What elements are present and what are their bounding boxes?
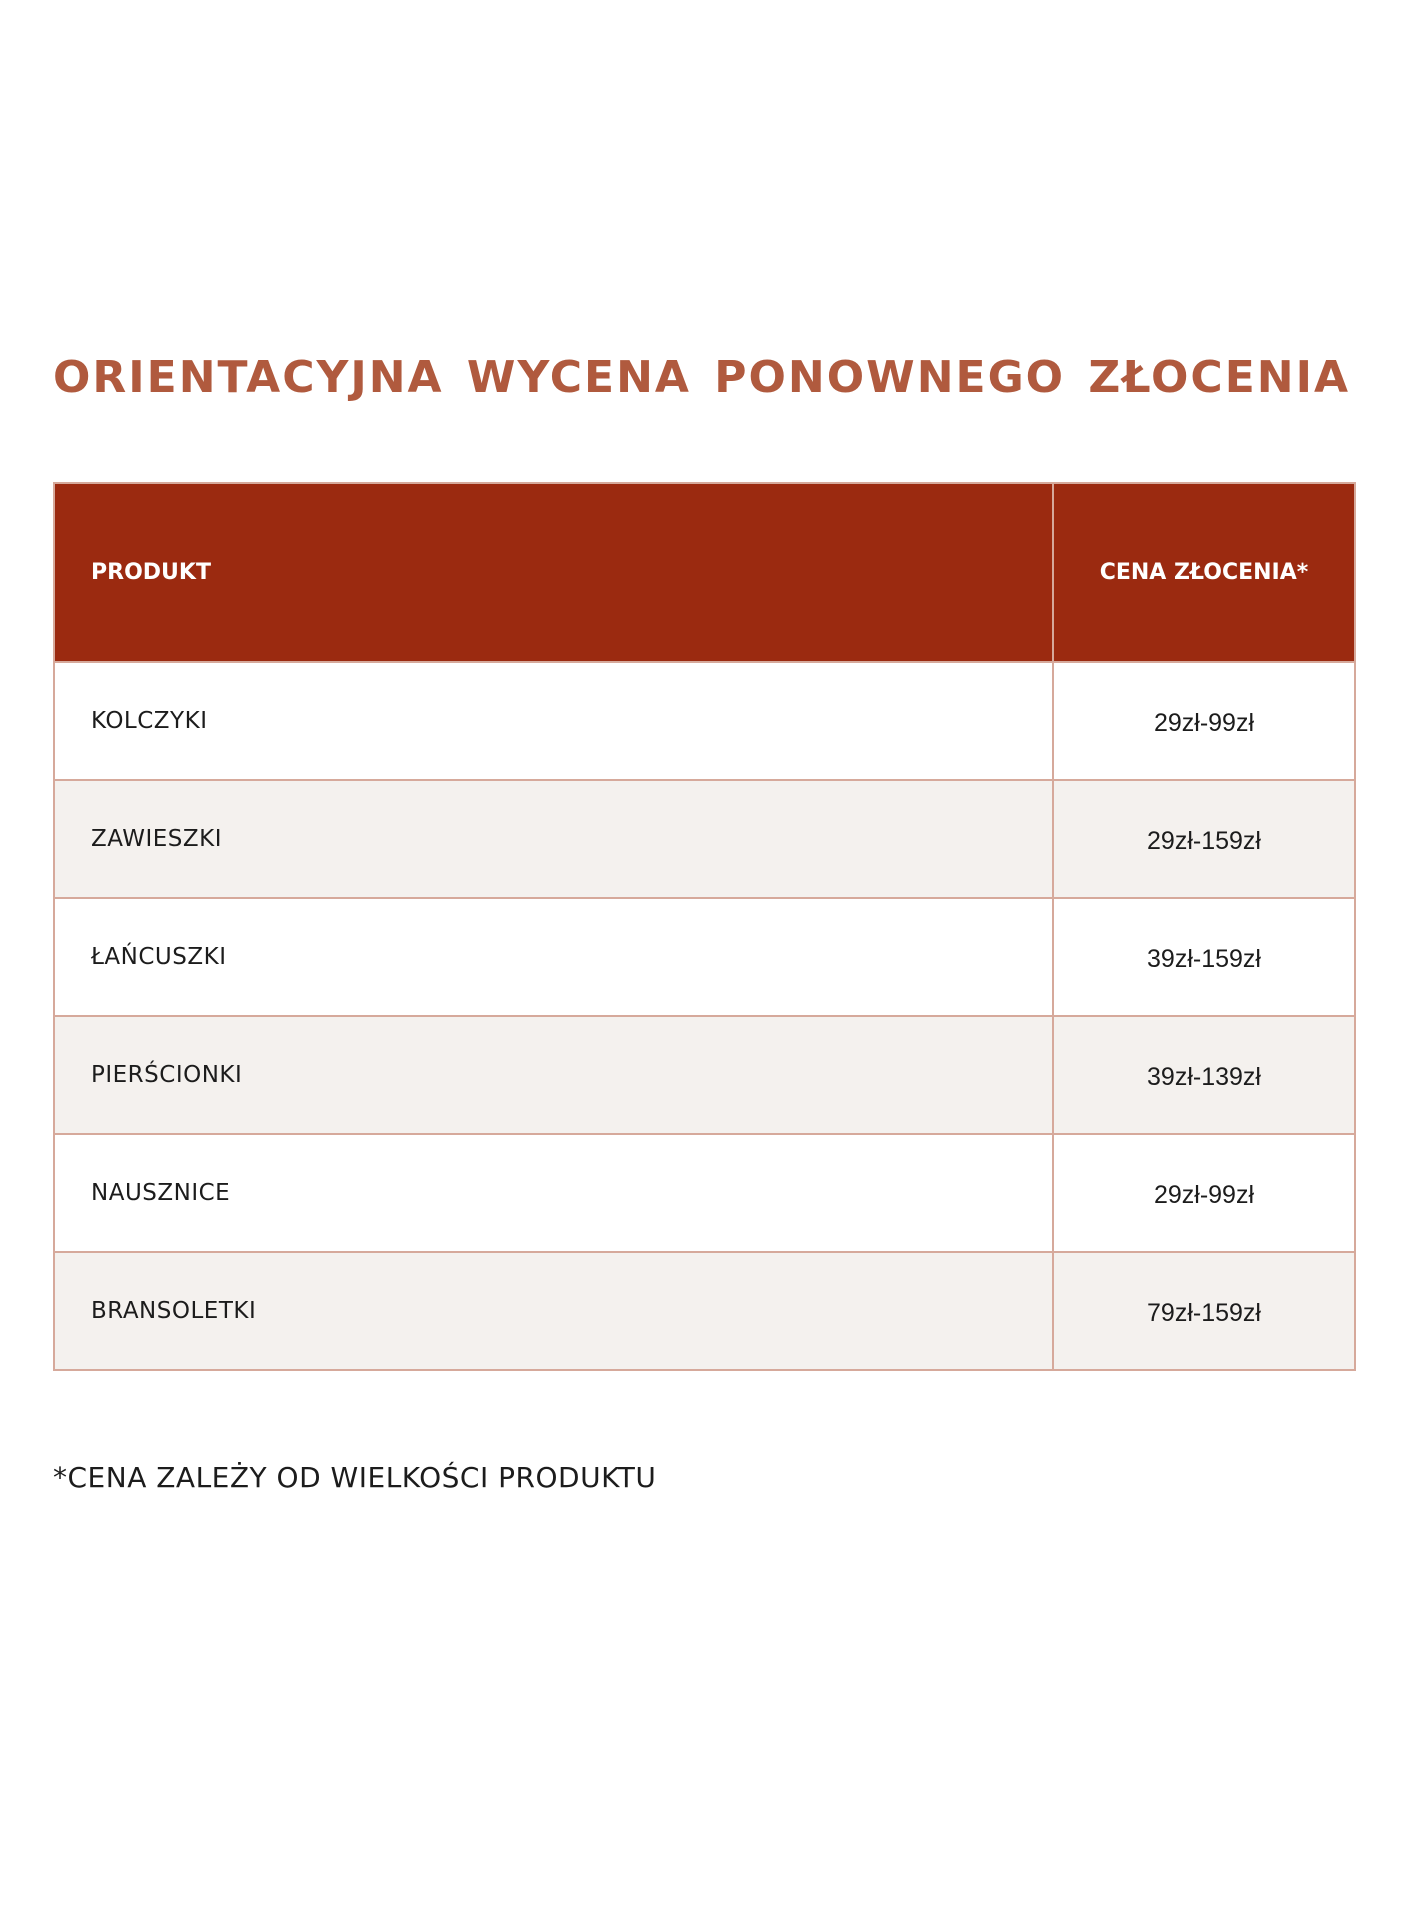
product-cell: NAUSZNICE — [54, 1134, 1053, 1252]
column-header-product: PRODUKT — [54, 483, 1053, 662]
table-row — [54, 1252, 1355, 1370]
product-cell: ŁAŃCUSZKI — [54, 898, 1053, 1016]
price-cell: 39zł-159zł — [1053, 898, 1355, 1016]
table-row — [54, 1134, 1355, 1252]
table-row — [54, 780, 1355, 898]
price-cell: 29zł-99zł — [1053, 1134, 1355, 1252]
table-header-row — [54, 483, 1355, 662]
table-row — [54, 662, 1355, 780]
price-cell: 29zł-159zł — [1053, 780, 1355, 898]
price-cell: 39zł-139zł — [1053, 1016, 1355, 1134]
product-cell: ZAWIESZKI — [54, 780, 1053, 898]
product-cell: PIERŚCIONKI — [54, 1016, 1053, 1134]
page-title: ORIENTACYJNA WYCENA PONOWNEGO ZŁOCENIA — [53, 352, 1350, 403]
product-cell: BRANSOLETKI — [54, 1252, 1053, 1370]
price-cell: 29zł-99zł — [1053, 662, 1355, 780]
column-header-price: CENA ZŁOCENIA* — [1053, 483, 1355, 662]
price-table — [53, 482, 1356, 1371]
table-row — [54, 1016, 1355, 1134]
table-row — [54, 898, 1355, 1016]
price-cell: 79zł-159zł — [1053, 1252, 1355, 1370]
price-footnote: *CENA ZALEŻY OD WIELKOŚCI PRODUKTU — [53, 1461, 657, 1494]
product-cell: KOLCZYKI — [54, 662, 1053, 780]
